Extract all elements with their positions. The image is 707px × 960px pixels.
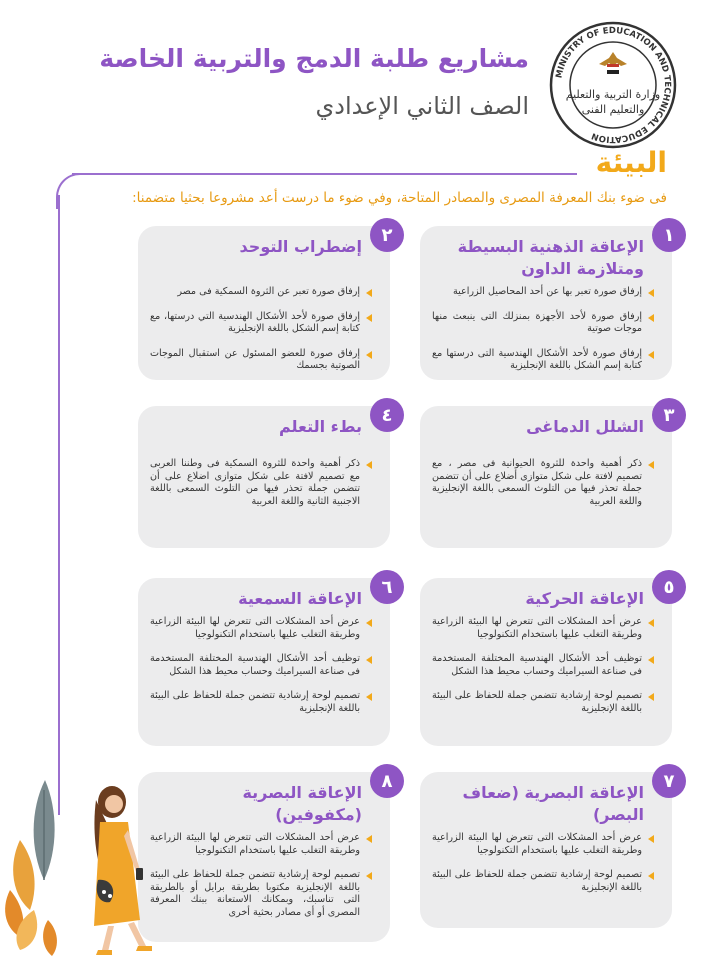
section-title: البيئة [595,146,667,179]
bullet-arrow-icon [648,314,654,322]
list-item: ذكر أهمية واحدة للثروة السمكية فى وطننا العربى مع تصميم لافتة على شكل متوازى اضلاع على أن تتضمن جملة تحذر فيها من التلوث السمعى باللغة الاجنبية الثانية واللغة العربية [150,458,372,508]
card-title: الشلل الدماغى [526,417,644,436]
card-number: ٥ [652,570,686,604]
list-item: إرفاق صورة تعبر عن الثروة السمكية فى مصر [150,286,372,299]
svg-text:وزارة التربية والتعليم: وزارة التربية والتعليم [565,88,661,101]
bullet-arrow-icon [648,693,654,701]
list-item: توظيف أحد الأشكال الهندسية المختلفة المستخدمة فى صناعة السيراميك وحساب محيط هذا الشكل [432,653,654,678]
card-number: ٢ [370,218,404,252]
bullet-arrow-icon [648,835,654,843]
card-number: ٤ [370,398,404,432]
list-item: إرفاق صورة للعضو المسئول عن استقبال الموجات الصوتية بجسمك [150,348,372,373]
list-item: عرض أحد المشكلات التى تتعرض لها البيئة الزراعية وطريقة التغلب عليها باستخدام التكنولوجيا [432,616,654,641]
card-title: الإعاقة الذهنية البسيطة ومتلازمة الداون [457,237,644,278]
project-card-7 [420,770,675,928]
project-card-3 [420,404,675,548]
section-intro: فى ضوء بنك المعرفة المصرى والمصادر المتاحة، وفي ضوء ما درست أعد مشروعا بحثيا متضمنا: [132,190,667,206]
list-item: إرفاق صورة لأحد الأجهزة بمنزلك التى ينبعث منها موجات صوتية [432,311,654,336]
list-item: توظيف أحد الأشكال الهندسية المختلفة المستخدمة فى صناعة السيراميك وحساب محيط هذا الشكل [150,653,372,678]
card-title: إضطراب التوحد [239,237,362,256]
svg-text:والتعليم الفنى: والتعليم الفنى [581,103,645,116]
list-item: تصميم لوحة إرشادية تتضمن جملة للحفاظ على البيئة باللغة الإنجليزية [432,869,654,894]
bullet-arrow-icon [648,289,654,297]
leaves-icon [5,780,57,956]
page-subtitle: الصف الثاني الإعدادي [315,92,529,120]
card-title: الإعاقة البصرية (ضعاف البصر) [462,783,644,824]
card-number: ١ [652,218,686,252]
list-item: إرفاق صورة لأحد الأشكال الهندسية التى درستها مع كتابة إسم الشكل باللغة الإنجليزية [432,348,654,373]
bullet-arrow-icon [648,461,654,469]
card-title: الإعاقة السمعية [238,589,362,608]
bullet-arrow-icon [366,289,372,297]
list-item: إرفاق صورة لأحد الأشكال الهندسية التي درستها، مع كتابة إسم الشكل باللغة الإنجليزية [150,311,372,336]
bullet-arrow-icon [648,351,654,359]
bullet-arrow-icon [366,619,372,627]
project-card-1 [420,224,675,380]
bullet-arrow-icon [366,461,372,469]
ministry-logo [548,20,678,150]
project-card-2 [138,224,393,380]
bullet-arrow-icon [366,656,372,664]
project-card-5 [420,576,675,746]
card-number: ٨ [370,764,404,798]
list-item: عرض أحد المشكلات التى تتعرض لها البيئة الزراعية وطريقة التغلب عليها باستخدام التكنولوجيا [150,832,372,857]
card-number: ٣ [652,398,686,432]
bullet-arrow-icon [366,835,372,843]
project-card-6 [138,576,393,746]
project-card-4 [138,404,393,548]
project-card-8 [138,770,393,942]
card-title: بطء التعلم [278,417,362,436]
bullet-arrow-icon [648,619,654,627]
section-divider [72,173,577,175]
page-title: مشاريع طلبة الدمج والتربية الخاصة [99,44,529,73]
card-title: الإعاقة البصرية (مكفوفين) [242,783,362,824]
list-item: عرض أحد المشكلات التى تتعرض لها البيئة الزراعية وطريقة التغلب عليها باستخدام التكنولوجيا [150,616,372,641]
list-item: تصميم لوحة إرشادية تتضمن جملة للحفاظ على البيئة باللغة الإنجليزية [150,690,372,715]
timeline-line [58,195,60,815]
list-item: تصميم لوحة إرشادية تتضمن جملة للحفاظ على البيئة باللغة الإنجليزية مكتوبا بطريقة برايل أو بالطريقة التى تناسبك، وبمكانك الاستعانة ببنك المعرفة المصرى أو أى مصادر بحثية أخرى [150,869,372,919]
student-figure-icon [94,786,152,955]
list-item: عرض أحد المشكلات التى تتعرض لها البيئة الزراعية وطريقة التغلب عليها باستخدام التكنولوجيا [432,832,654,857]
list-item: تصميم لوحة إرشادية تتضمن جملة للحفاظ على البيئة باللغة الإنجليزية [432,690,654,715]
bullet-arrow-icon [366,872,372,880]
list-item: إرفاق صورة تعبر بها عن أحد المحاصيل الزراعية [432,286,654,299]
bullet-arrow-icon [648,656,654,664]
bullet-arrow-icon [366,314,372,322]
card-number: ٧ [652,764,686,798]
bullet-arrow-icon [648,872,654,880]
card-title: الإعاقة الحركية [525,589,644,608]
card-number: ٦ [370,570,404,604]
svg-text:MINISTRY OF EDUCATION AND TECH: MINISTRY OF EDUCATION AND TECHNICAL EDUCATION [554,25,673,145]
list-item: ذكر أهمية واحدة للثروة الحيوانية فى مصر ، مع تصميم لافتة على شكل متوازى أضلاع على أن تتضمن جملة تحذر فيها من التلوث السمعى باللغة الإنجليزية واللغة العربية [432,458,654,508]
student-illustration [0,770,170,960]
bullet-arrow-icon [366,693,372,701]
bullet-arrow-icon [366,351,372,359]
